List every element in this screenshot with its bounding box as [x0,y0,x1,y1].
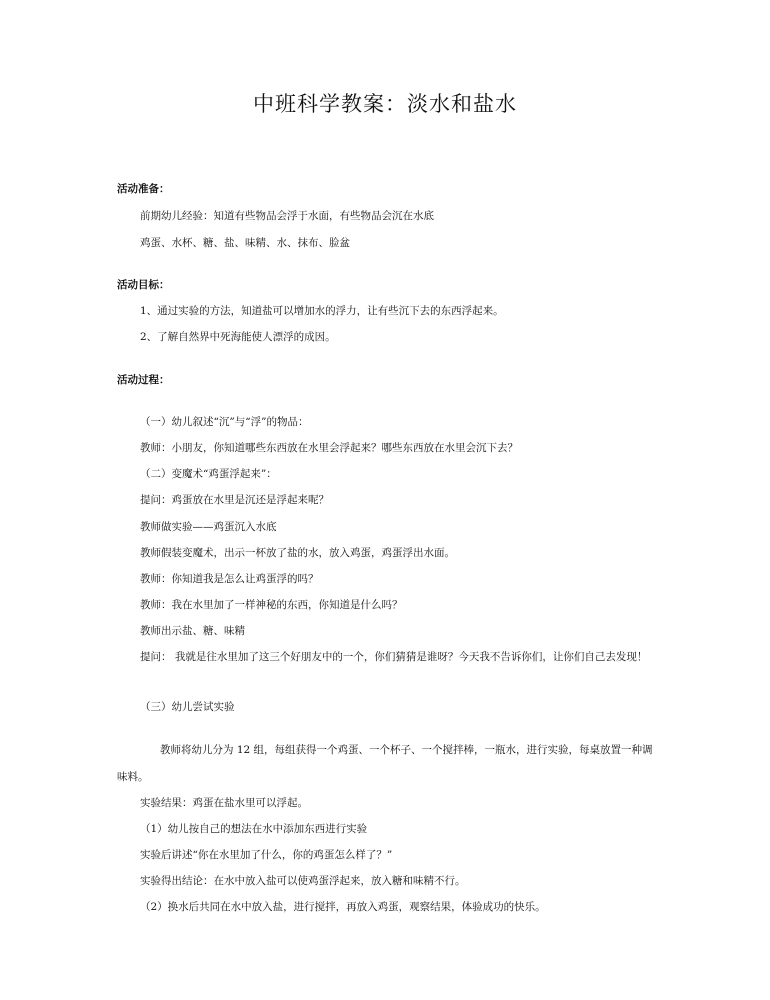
section-heading-prep: 活动准备： [117,183,170,195]
process-paragraph: 提问： 我就是往水里加了这三个好朋友中的一个，你们猜猜是谁呀？今天我不告诉你们，让你们自己去发现！ [140,651,648,663]
prep-line-1: 前期幼儿经验：知道有些物品会浮于水面，有些物品会沉在水底 [140,210,434,222]
process-line: （三）幼儿尝试实验 [140,701,235,713]
process-line: 实验结果：鸡蛋在盐水里可以浮起。 [140,797,308,809]
document-title: 中班科学教案：淡水和盐水 [253,92,517,116]
process-line: 教师：小朋友，你知道哪些东西放在水里会浮起来？哪些东西放在水里会沉下去？ [140,442,518,454]
goal-line-2: 2、了解自然界中死海能使人漂浮的成因。 [140,331,336,343]
process-line: 提问：鸡蛋放在水里是沉还是浮起来呢？ [140,494,329,506]
process-line: 教师假装变魔术，出示一杯放了盐的水，放入鸡蛋，鸡蛋浮出水面。 [140,547,455,559]
section-heading-process: 活动过程： [117,374,170,386]
process-line: 实验后讲述“你在水里加了什么，你的鸡蛋怎么样了？” [140,849,393,861]
goal-line-1: 1、通过实验的方法，知道盐可以增加水的浮力，让有些沉下去的东西浮起来。 [140,305,504,317]
process-line: （二）变魔术“鸡蛋浮起来”： [140,468,277,480]
process-line: （2）换水后共同在水中放入盐，进行搅拌，再放入鸡蛋，观察结果，体验成功的快乐。 [140,901,546,913]
process-line: （1）幼儿按自己的想法在水中添加东西进行实验 [140,823,368,835]
process-line: 教师做实验——鸡蛋沉入水底 [140,521,277,533]
process-line: 教师：我在水里加了一样神秘的东西，你知道是什么吗？ [140,599,403,611]
process-paragraph: 教师将幼儿分为 12 组，每组获得一个鸡蛋、一个杯子、一个搅拌棒，一瓶水，进行实验，每桌放置一种调味料。 [117,744,653,783]
process-line: （一）幼儿叙述“沉”与“浮”的物品： [140,416,309,428]
prep-line-2: 鸡蛋、水杯、糖、盐、味精、水、抹布、脸盆 [140,237,350,249]
process-line: 教师：你知道我是怎么让鸡蛋浮的吗？ [140,573,319,585]
section-heading-goals: 活动目标： [117,279,170,291]
process-line: 教师出示盐、糖、味精 [140,625,245,637]
process-line: 实验得出结论：在水中放入盐可以使鸡蛋浮起来，放入糖和味精不行。 [140,875,466,887]
